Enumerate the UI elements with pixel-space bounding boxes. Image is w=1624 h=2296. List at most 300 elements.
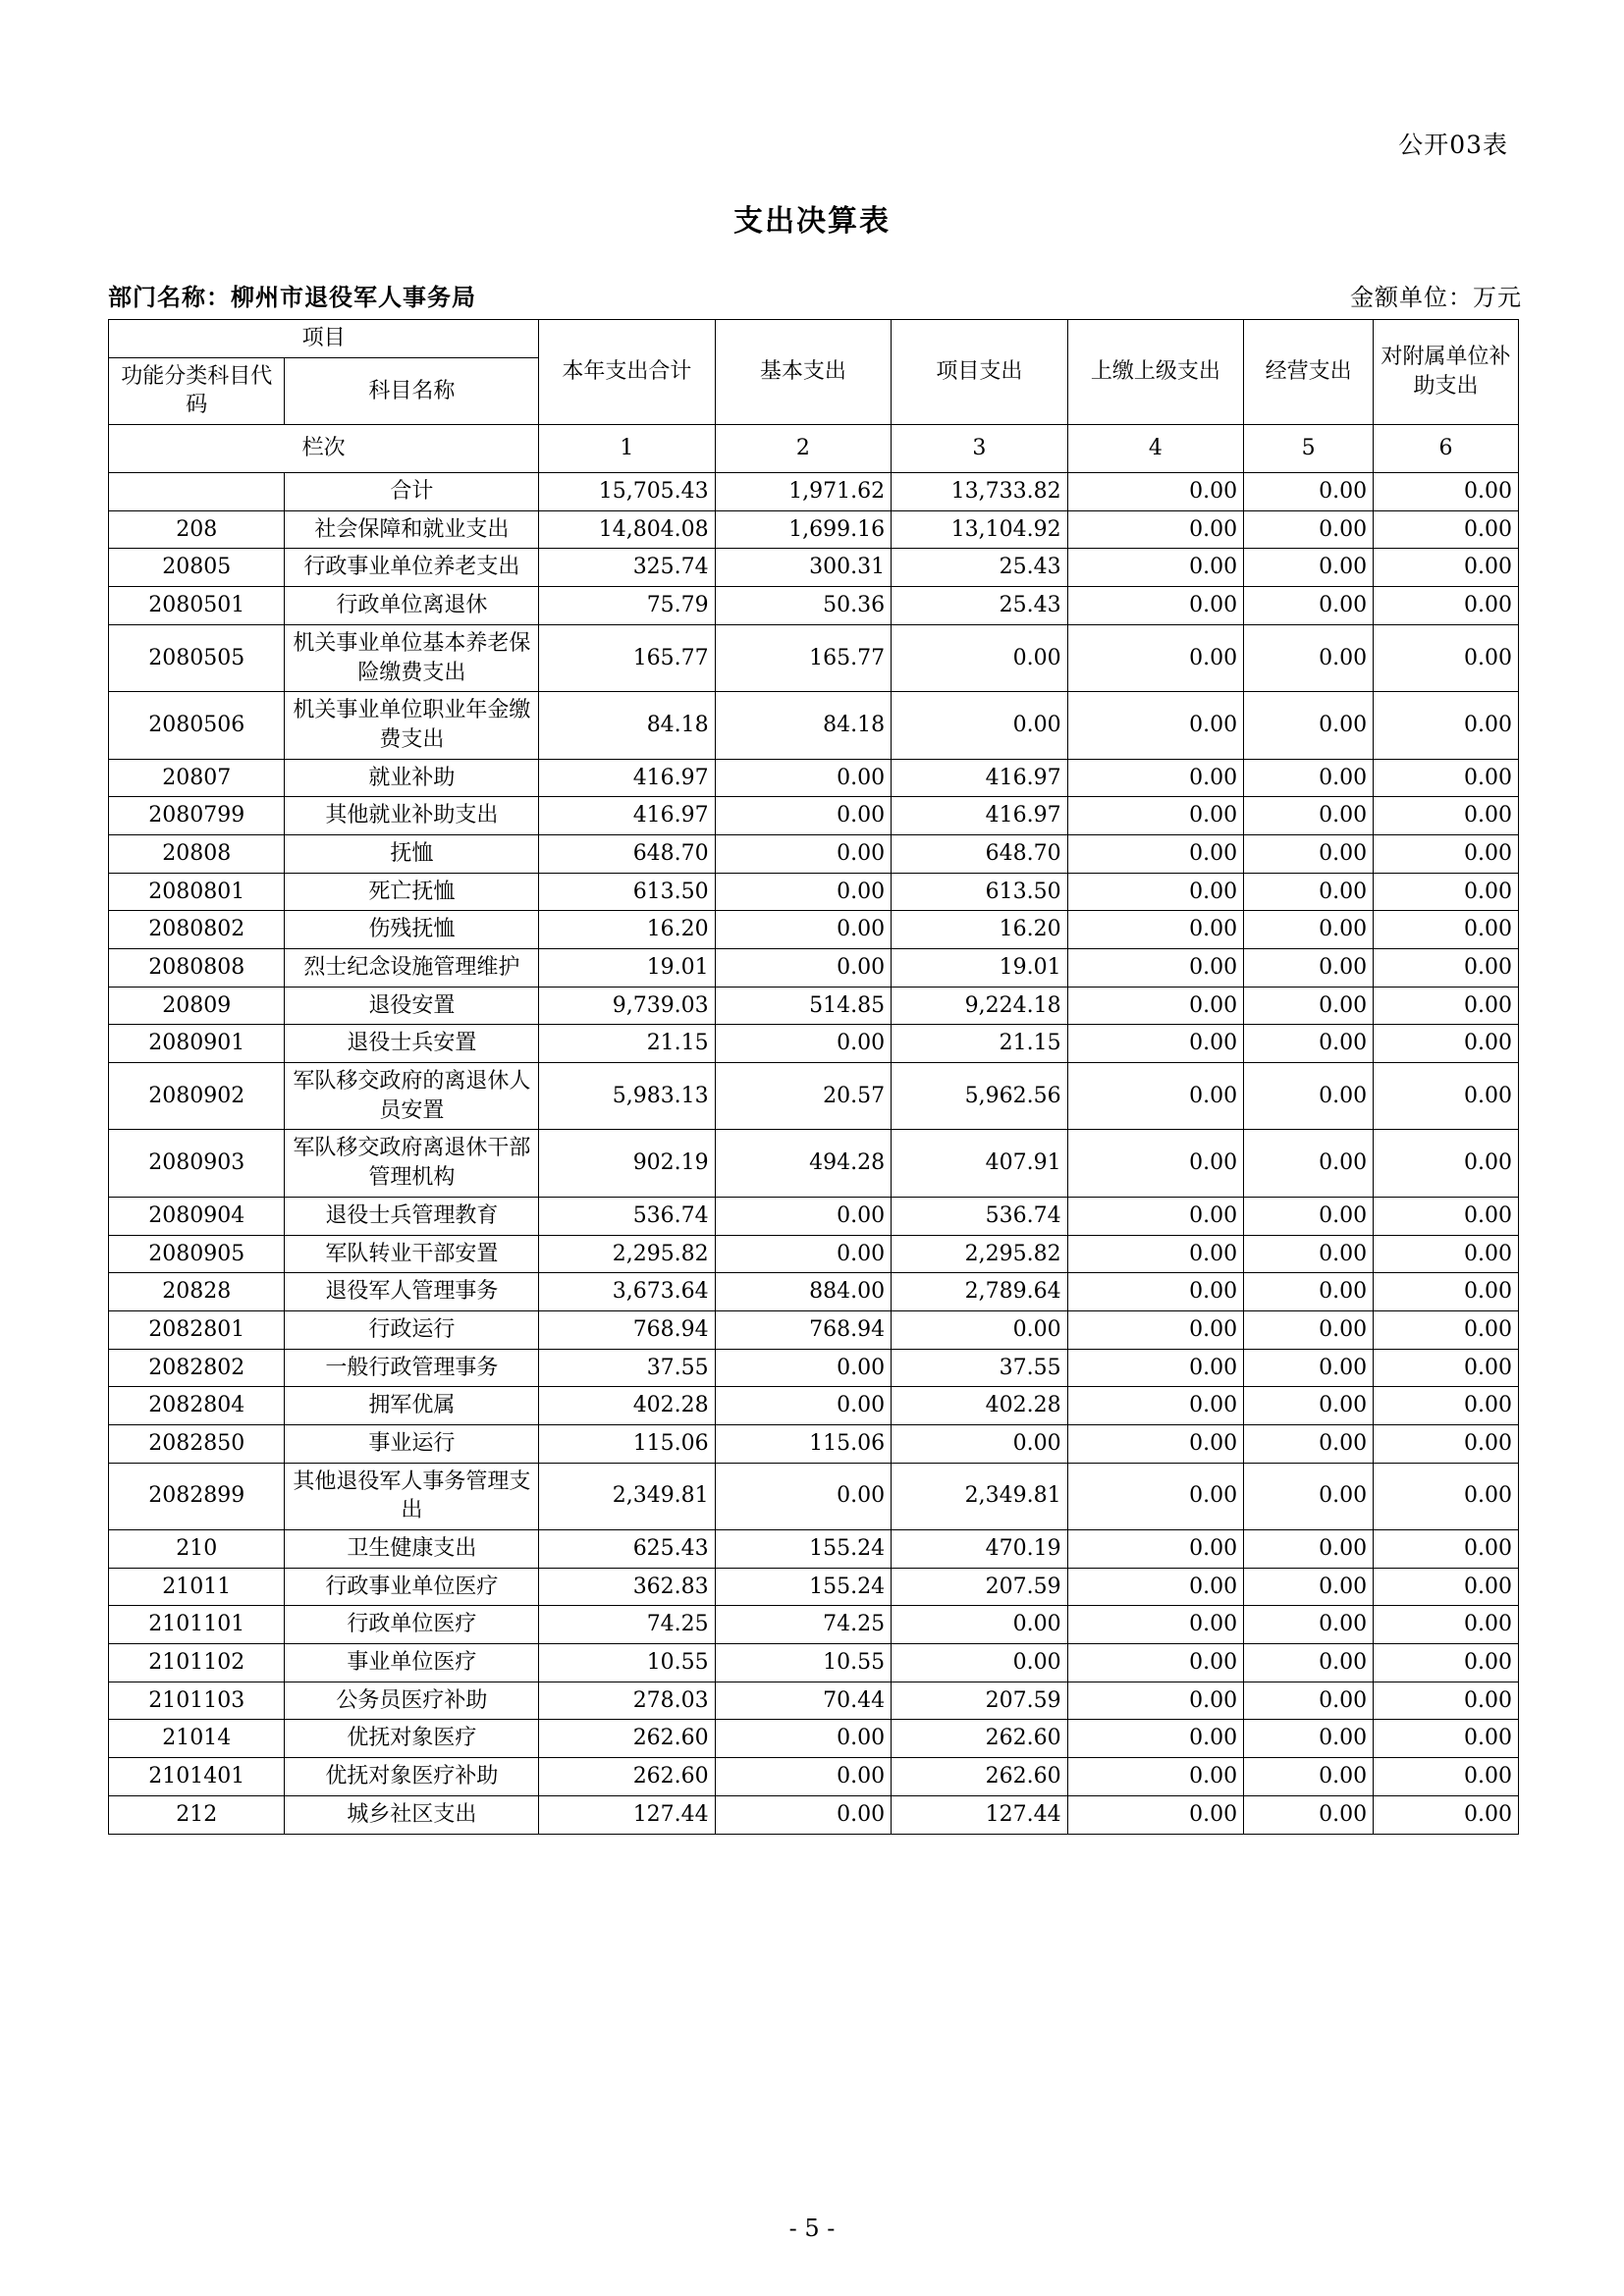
cell-value-1: 19.01: [539, 949, 715, 988]
cell-value-2: 0.00: [715, 797, 891, 835]
cell-subject-name: 死亡抚恤: [285, 873, 539, 911]
cell-value-1: 84.18: [539, 692, 715, 759]
cell-value-2: 0.00: [715, 1349, 891, 1387]
cell-value-4: 0.00: [1067, 1063, 1243, 1130]
cell-subject-name: 合计: [285, 473, 539, 511]
cell-value-6: 0.00: [1374, 759, 1519, 797]
cell-value-2: 884.00: [715, 1273, 891, 1311]
cell-subject-name: 退役安置: [285, 987, 539, 1025]
cell-value-4: 0.00: [1067, 1235, 1243, 1273]
cell-value-2: 0.00: [715, 949, 891, 988]
cell-value-3: 9,224.18: [892, 987, 1067, 1025]
table-row: [109, 1310, 1519, 1349]
table-row: [109, 1530, 1519, 1569]
cell-function-code: 20807: [109, 759, 285, 797]
cell-value-4: 0.00: [1067, 624, 1243, 691]
cell-function-code: 2082899: [109, 1463, 285, 1529]
cell-value-4: 0.00: [1067, 1310, 1243, 1349]
cell-subject-name: 拥军优属: [285, 1387, 539, 1425]
cell-value-6: 0.00: [1374, 1063, 1519, 1130]
cell-value-5: 0.00: [1244, 587, 1374, 625]
cell-value-1: 536.74: [539, 1197, 715, 1235]
cell-function-code: 2080808: [109, 949, 285, 988]
column-index-label: 栏次: [109, 425, 539, 473]
cell-value-5: 0.00: [1244, 1130, 1374, 1197]
column-index-4: 4: [1067, 425, 1243, 473]
cell-value-2: 0.00: [715, 759, 891, 797]
cell-value-6: 0.00: [1374, 911, 1519, 949]
header-function-code: 功能分类科目代码: [109, 357, 285, 424]
cell-value-3: 16.20: [892, 911, 1067, 949]
cell-value-4: 0.00: [1067, 1025, 1243, 1063]
header-col-6: 对附属单位补助支出: [1374, 320, 1519, 425]
cell-subject-name: 伤残抚恤: [285, 911, 539, 949]
cell-value-1: 278.03: [539, 1682, 715, 1720]
cell-value-5: 0.00: [1244, 1273, 1374, 1311]
cell-value-5: 0.00: [1244, 1758, 1374, 1796]
cell-subject-name: 事业运行: [285, 1424, 539, 1463]
cell-value-3: 0.00: [892, 1644, 1067, 1682]
cell-subject-name: 机关事业单位职业年金缴费支出: [285, 692, 539, 759]
table-row: [109, 873, 1519, 911]
cell-value-2: 0.00: [715, 911, 891, 949]
cell-value-5: 0.00: [1244, 692, 1374, 759]
cell-value-1: 2,349.81: [539, 1463, 715, 1529]
cell-value-6: 0.00: [1374, 1130, 1519, 1197]
header-col-4: 上缴上级支出: [1067, 320, 1243, 425]
cell-function-code: 20808: [109, 834, 285, 873]
cell-value-3: 13,104.92: [892, 510, 1067, 549]
cell-subject-name: 退役士兵安置: [285, 1025, 539, 1063]
cell-value-6: 0.00: [1374, 549, 1519, 587]
cell-subject-name: 优抚对象医疗补助: [285, 1758, 539, 1796]
cell-value-6: 0.00: [1374, 987, 1519, 1025]
cell-value-6: 0.00: [1374, 1758, 1519, 1796]
table-row: [109, 1349, 1519, 1387]
cell-value-4: 0.00: [1067, 987, 1243, 1025]
cell-value-3: 262.60: [892, 1720, 1067, 1758]
cell-value-6: 0.00: [1374, 1197, 1519, 1235]
form-code-label: 公开03表: [1398, 131, 1508, 159]
cell-value-6: 0.00: [1374, 1025, 1519, 1063]
cell-value-5: 0.00: [1244, 624, 1374, 691]
cell-value-4: 0.00: [1067, 510, 1243, 549]
cell-value-6: 0.00: [1374, 1387, 1519, 1425]
cell-function-code: 2080799: [109, 797, 285, 835]
page-number: - 5 -: [788, 2215, 836, 2242]
cell-value-5: 0.00: [1244, 834, 1374, 873]
cell-value-2: 20.57: [715, 1063, 891, 1130]
cell-function-code: 2080505: [109, 624, 285, 691]
table-row: [109, 1025, 1519, 1063]
cell-value-4: 0.00: [1067, 1273, 1243, 1311]
cell-function-code: 20805: [109, 549, 285, 587]
cell-value-5: 0.00: [1244, 987, 1374, 1025]
header-col-1: 本年支出合计: [539, 320, 715, 425]
cell-value-1: 416.97: [539, 797, 715, 835]
cell-function-code: 21014: [109, 1720, 285, 1758]
table-row: [109, 692, 1519, 759]
cell-value-2: 0.00: [715, 1025, 891, 1063]
cell-value-3: 13,733.82: [892, 473, 1067, 511]
table-row: [109, 911, 1519, 949]
header-project-group: 项目: [109, 320, 539, 358]
table-row: [109, 1682, 1519, 1720]
cell-value-4: 0.00: [1067, 1644, 1243, 1682]
cell-value-5: 0.00: [1244, 1568, 1374, 1606]
cell-subject-name: 抚恤: [285, 834, 539, 873]
cell-value-5: 0.00: [1244, 949, 1374, 988]
cell-value-6: 0.00: [1374, 1463, 1519, 1529]
cell-subject-name: 就业补助: [285, 759, 539, 797]
cell-function-code: 2080902: [109, 1063, 285, 1130]
cell-function-code: 2080904: [109, 1197, 285, 1235]
table-row: [109, 1795, 1519, 1834]
cell-subject-name: 军队转业干部安置: [285, 1235, 539, 1273]
cell-value-3: 0.00: [892, 692, 1067, 759]
cell-value-2: 1,971.62: [715, 473, 891, 511]
table-row: [109, 549, 1519, 587]
cell-value-1: 768.94: [539, 1310, 715, 1349]
cell-value-2: 84.18: [715, 692, 891, 759]
cell-value-2: 155.24: [715, 1568, 891, 1606]
cell-value-5: 0.00: [1244, 473, 1374, 511]
cell-value-6: 0.00: [1374, 873, 1519, 911]
cell-function-code: 2080905: [109, 1235, 285, 1273]
cell-value-5: 0.00: [1244, 1235, 1374, 1273]
amount-unit-label: 金额单位：万元: [1350, 284, 1522, 311]
cell-value-1: 16.20: [539, 911, 715, 949]
cell-value-3: 0.00: [892, 1606, 1067, 1644]
table-row: [109, 759, 1519, 797]
cell-value-6: 0.00: [1374, 624, 1519, 691]
cell-value-2: 300.31: [715, 549, 891, 587]
cell-function-code: 2082850: [109, 1424, 285, 1463]
cell-subject-name: 其他退役军人事务管理支出: [285, 1463, 539, 1529]
department-info: [108, 278, 476, 312]
cell-function-code: 2101101: [109, 1606, 285, 1644]
cell-value-3: 613.50: [892, 873, 1067, 911]
table-row: [109, 1644, 1519, 1682]
cell-value-3: 0.00: [892, 1310, 1067, 1349]
cell-value-3: 37.55: [892, 1349, 1067, 1387]
column-index-3: 3: [892, 425, 1067, 473]
cell-value-6: 0.00: [1374, 473, 1519, 511]
table-row: [109, 1387, 1519, 1425]
cell-value-5: 0.00: [1244, 759, 1374, 797]
cell-value-4: 0.00: [1067, 1130, 1243, 1197]
cell-value-1: 74.25: [539, 1606, 715, 1644]
cell-value-6: 0.00: [1374, 1530, 1519, 1569]
cell-function-code: 20828: [109, 1273, 285, 1311]
table-header-group-row: [109, 320, 1519, 358]
cell-value-4: 0.00: [1067, 1349, 1243, 1387]
cell-value-2: 494.28: [715, 1130, 891, 1197]
table-row: [109, 1197, 1519, 1235]
table-row: [109, 1424, 1519, 1463]
cell-value-1: 3,673.64: [539, 1273, 715, 1311]
cell-value-5: 0.00: [1244, 1063, 1374, 1130]
cell-value-6: 0.00: [1374, 1310, 1519, 1349]
cell-value-6: 0.00: [1374, 1606, 1519, 1644]
cell-value-2: 768.94: [715, 1310, 891, 1349]
table-row: [109, 473, 1519, 511]
cell-value-2: 0.00: [715, 1758, 891, 1796]
cell-value-3: 127.44: [892, 1795, 1067, 1834]
cell-function-code: 2082804: [109, 1387, 285, 1425]
cell-value-5: 0.00: [1244, 1530, 1374, 1569]
cell-subject-name: 行政运行: [285, 1310, 539, 1349]
cell-value-6: 0.00: [1374, 1235, 1519, 1273]
cell-subject-name: 军队移交政府的离退休人员安置: [285, 1063, 539, 1130]
cell-value-2: 0.00: [715, 1720, 891, 1758]
cell-value-4: 0.00: [1067, 834, 1243, 873]
cell-value-4: 0.00: [1067, 1568, 1243, 1606]
cell-value-1: 613.50: [539, 873, 715, 911]
cell-value-3: 25.43: [892, 549, 1067, 587]
cell-function-code: 2082802: [109, 1349, 285, 1387]
cell-value-2: 74.25: [715, 1606, 891, 1644]
cell-function-code: 2080903: [109, 1130, 285, 1197]
cell-value-6: 0.00: [1374, 1349, 1519, 1387]
cell-subject-name: 机关事业单位基本养老保险缴费支出: [285, 624, 539, 691]
cell-subject-name: 行政事业单位医疗: [285, 1568, 539, 1606]
cell-value-2: 0.00: [715, 1235, 891, 1273]
cell-value-1: 10.55: [539, 1644, 715, 1682]
cell-value-1: 262.60: [539, 1758, 715, 1796]
cell-subject-name: 事业单位医疗: [285, 1644, 539, 1682]
header-col-2: 基本支出: [715, 320, 891, 425]
cell-value-3: 2,295.82: [892, 1235, 1067, 1273]
cell-value-4: 0.00: [1067, 949, 1243, 988]
cell-value-4: 0.00: [1067, 1197, 1243, 1235]
cell-value-2: 0.00: [715, 1387, 891, 1425]
cell-value-4: 0.00: [1067, 1758, 1243, 1796]
cell-value-2: 0.00: [715, 1463, 891, 1529]
column-index-5: 5: [1244, 425, 1374, 473]
cell-subject-name: 其他就业补助支出: [285, 797, 539, 835]
cell-value-6: 0.00: [1374, 1644, 1519, 1682]
cell-value-3: 25.43: [892, 587, 1067, 625]
cell-value-2: 0.00: [715, 834, 891, 873]
table-row: [109, 1463, 1519, 1529]
table-row: [109, 949, 1519, 988]
cell-value-3: 416.97: [892, 797, 1067, 835]
column-index-2: 2: [715, 425, 891, 473]
cell-value-3: 536.74: [892, 1197, 1067, 1235]
cell-value-5: 0.00: [1244, 1795, 1374, 1834]
cell-function-code: 2082801: [109, 1310, 285, 1349]
cell-value-1: 648.70: [539, 834, 715, 873]
cell-value-1: 625.43: [539, 1530, 715, 1569]
cell-function-code: 2080801: [109, 873, 285, 911]
cell-value-6: 0.00: [1374, 1424, 1519, 1463]
table-row: [109, 1758, 1519, 1796]
cell-value-1: 127.44: [539, 1795, 715, 1834]
cell-value-4: 0.00: [1067, 1424, 1243, 1463]
cell-value-4: 0.00: [1067, 873, 1243, 911]
cell-value-5: 0.00: [1244, 1310, 1374, 1349]
cell-value-3: 402.28: [892, 1387, 1067, 1425]
cell-value-2: 115.06: [715, 1424, 891, 1463]
header-col-3: 项目支出: [892, 320, 1067, 425]
cell-value-1: 902.19: [539, 1130, 715, 1197]
table-row: [109, 834, 1519, 873]
cell-subject-name: 行政事业单位养老支出: [285, 549, 539, 587]
cell-subject-name: 退役士兵管理教育: [285, 1197, 539, 1235]
header-subject-name: 科目名称: [285, 357, 539, 424]
cell-value-6: 0.00: [1374, 587, 1519, 625]
column-index-6: 6: [1374, 425, 1519, 473]
cell-function-code: [109, 473, 285, 511]
cell-function-code: 210: [109, 1530, 285, 1569]
cell-value-5: 0.00: [1244, 797, 1374, 835]
cell-value-2: 0.00: [715, 873, 891, 911]
cell-value-6: 0.00: [1374, 1795, 1519, 1834]
cell-value-5: 0.00: [1244, 510, 1374, 549]
cell-value-3: 407.91: [892, 1130, 1067, 1197]
cell-value-2: 10.55: [715, 1644, 891, 1682]
cell-function-code: 2080506: [109, 692, 285, 759]
cell-function-code: 21011: [109, 1568, 285, 1606]
cell-value-6: 0.00: [1374, 834, 1519, 873]
cell-value-2: 514.85: [715, 987, 891, 1025]
cell-value-1: 115.06: [539, 1424, 715, 1463]
cell-value-3: 21.15: [892, 1025, 1067, 1063]
cell-value-4: 0.00: [1067, 473, 1243, 511]
cell-value-3: 207.59: [892, 1682, 1067, 1720]
cell-value-1: 15,705.43: [539, 473, 715, 511]
cell-function-code: 2101103: [109, 1682, 285, 1720]
column-index-1: 1: [539, 425, 715, 473]
cell-function-code: 208: [109, 510, 285, 549]
cell-value-1: 75.79: [539, 587, 715, 625]
cell-value-3: 0.00: [892, 624, 1067, 691]
cell-value-1: 14,804.08: [539, 510, 715, 549]
cell-value-4: 0.00: [1067, 692, 1243, 759]
cell-subject-name: 优抚对象医疗: [285, 1720, 539, 1758]
cell-value-2: 165.77: [715, 624, 891, 691]
cell-value-6: 0.00: [1374, 510, 1519, 549]
cell-value-4: 0.00: [1067, 549, 1243, 587]
cell-subject-name: 卫生健康支出: [285, 1530, 539, 1569]
cell-function-code: 2080901: [109, 1025, 285, 1063]
header-col-5: 经营支出: [1244, 320, 1374, 425]
cell-value-1: 165.77: [539, 624, 715, 691]
cell-value-4: 0.00: [1067, 1682, 1243, 1720]
cell-value-5: 0.00: [1244, 1720, 1374, 1758]
table-row: [109, 1568, 1519, 1606]
cell-value-6: 0.00: [1374, 692, 1519, 759]
table-row: [109, 624, 1519, 691]
cell-subject-name: 一般行政管理事务: [285, 1349, 539, 1387]
cell-value-1: 9,739.03: [539, 987, 715, 1025]
cell-value-5: 0.00: [1244, 1424, 1374, 1463]
cell-value-6: 0.00: [1374, 1273, 1519, 1311]
table-row: [109, 1606, 1519, 1644]
cell-value-4: 0.00: [1067, 797, 1243, 835]
table-row: [109, 797, 1519, 835]
cell-value-3: 2,789.64: [892, 1273, 1067, 1311]
table-column-index-row: [109, 425, 1519, 473]
cell-value-4: 0.00: [1067, 1795, 1243, 1834]
cell-subject-name: 社会保障和就业支出: [285, 510, 539, 549]
cell-value-5: 0.00: [1244, 1606, 1374, 1644]
cell-function-code: 212: [109, 1795, 285, 1834]
cell-value-3: 19.01: [892, 949, 1067, 988]
cell-subject-name: 行政单位医疗: [285, 1606, 539, 1644]
cell-value-1: 262.60: [539, 1720, 715, 1758]
table-row: [109, 1063, 1519, 1130]
cell-value-5: 0.00: [1244, 549, 1374, 587]
cell-value-6: 0.00: [1374, 1568, 1519, 1606]
cell-value-5: 0.00: [1244, 911, 1374, 949]
cell-function-code: 2101401: [109, 1758, 285, 1796]
cell-function-code: 2080501: [109, 587, 285, 625]
meta-row: [108, 278, 1522, 312]
table-row: [109, 510, 1519, 549]
cell-value-6: 0.00: [1374, 1720, 1519, 1758]
table-row: [109, 987, 1519, 1025]
cell-value-3: 648.70: [892, 834, 1067, 873]
cell-value-4: 0.00: [1067, 1606, 1243, 1644]
cell-value-5: 0.00: [1244, 1025, 1374, 1063]
cell-value-1: 5,983.13: [539, 1063, 715, 1130]
cell-value-1: 402.28: [539, 1387, 715, 1425]
table-body: [109, 473, 1519, 1834]
cell-subject-name: 烈士纪念设施管理维护: [285, 949, 539, 988]
cell-value-4: 0.00: [1067, 587, 1243, 625]
cell-subject-name: 城乡社区支出: [285, 1795, 539, 1834]
table-row: [109, 587, 1519, 625]
cell-value-5: 0.00: [1244, 1682, 1374, 1720]
department-label: 部门名称：: [108, 283, 231, 311]
table-row: [109, 1720, 1519, 1758]
cell-value-3: 416.97: [892, 759, 1067, 797]
cell-value-4: 0.00: [1067, 1720, 1243, 1758]
cell-function-code: 2101102: [109, 1644, 285, 1682]
cell-value-4: 0.00: [1067, 1463, 1243, 1529]
department-name: 柳州市退役军人事务局: [231, 283, 476, 311]
cell-value-1: 416.97: [539, 759, 715, 797]
cell-value-1: 362.83: [539, 1568, 715, 1606]
cell-value-4: 0.00: [1067, 1387, 1243, 1425]
table-row: [109, 1235, 1519, 1273]
expenditure-table: [108, 319, 1519, 1835]
cell-value-5: 0.00: [1244, 1387, 1374, 1425]
cell-value-3: 5,962.56: [892, 1063, 1067, 1130]
cell-value-1: 2,295.82: [539, 1235, 715, 1273]
cell-value-5: 0.00: [1244, 873, 1374, 911]
cell-subject-name: 军队移交政府离退休干部管理机构: [285, 1130, 539, 1197]
cell-value-5: 0.00: [1244, 1197, 1374, 1235]
cell-value-4: 0.00: [1067, 759, 1243, 797]
cell-value-4: 0.00: [1067, 911, 1243, 949]
table-row: [109, 1130, 1519, 1197]
cell-value-3: 0.00: [892, 1424, 1067, 1463]
cell-value-3: 2,349.81: [892, 1463, 1067, 1529]
cell-value-6: 0.00: [1374, 1682, 1519, 1720]
cell-value-2: 0.00: [715, 1197, 891, 1235]
cell-value-2: 0.00: [715, 1795, 891, 1834]
cell-value-1: 325.74: [539, 549, 715, 587]
cell-value-5: 0.00: [1244, 1349, 1374, 1387]
cell-subject-name: 公务员医疗补助: [285, 1682, 539, 1720]
cell-value-2: 1,699.16: [715, 510, 891, 549]
cell-value-2: 50.36: [715, 587, 891, 625]
cell-value-2: 155.24: [715, 1530, 891, 1569]
table-row: [109, 1273, 1519, 1311]
